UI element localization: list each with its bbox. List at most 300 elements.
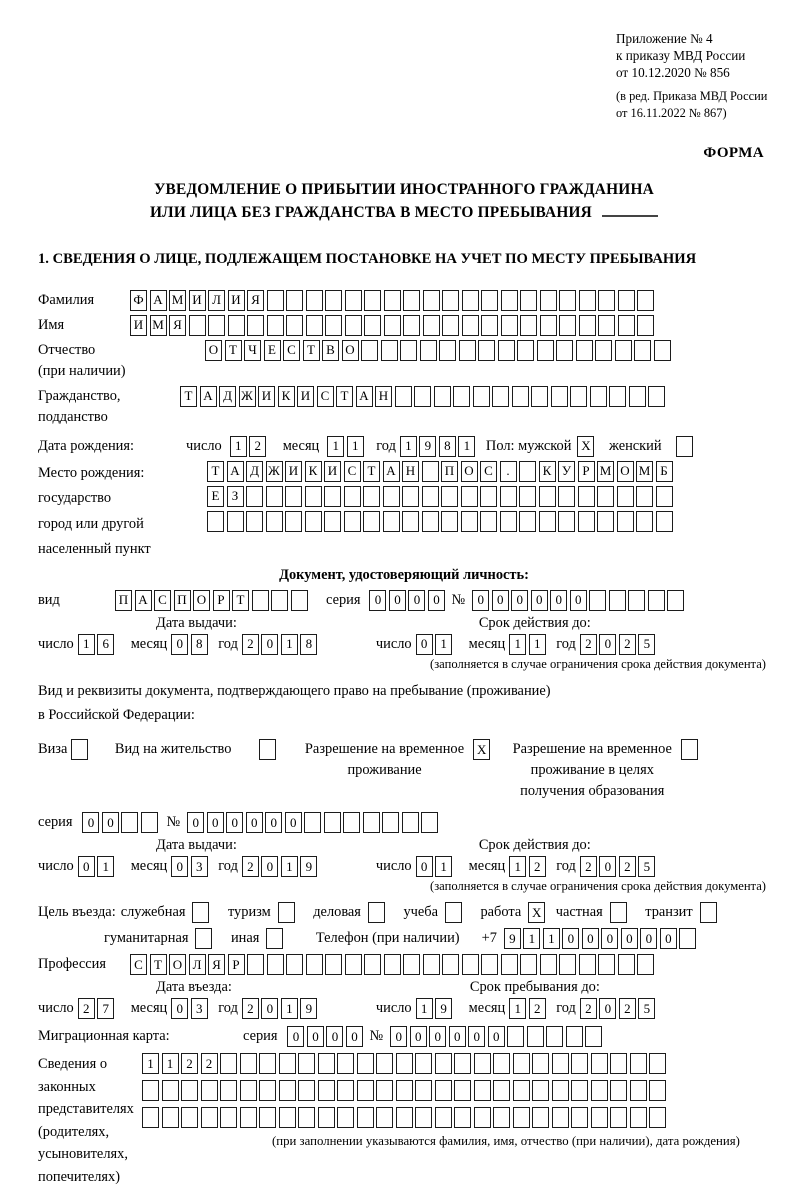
char-cell[interactable]	[306, 315, 323, 336]
char-cell[interactable]	[318, 1107, 335, 1128]
char-cell[interactable]	[381, 340, 398, 361]
char-cell[interactable]: И	[285, 461, 302, 482]
char-cell[interactable]: 0	[102, 812, 119, 833]
char-cell[interactable]: 0	[287, 1026, 304, 1047]
char-cell[interactable]	[142, 1107, 159, 1128]
char-cell[interactable]	[474, 1080, 491, 1101]
char-cell[interactable]: 0	[261, 856, 278, 877]
char-cell[interactable]	[480, 511, 497, 532]
char-cell[interactable]: П	[441, 461, 458, 482]
char-cell[interactable]: Л	[208, 290, 225, 311]
char-cell[interactable]	[220, 1107, 237, 1128]
char-cell[interactable]	[461, 511, 478, 532]
char-cell[interactable]	[578, 486, 595, 507]
char-cell[interactable]	[357, 1107, 374, 1128]
char-cell[interactable]	[520, 954, 537, 975]
char-cell[interactable]	[618, 315, 635, 336]
char-cell[interactable]	[420, 340, 437, 361]
char-cell[interactable]	[630, 1107, 647, 1128]
char-cell[interactable]: 0	[621, 928, 638, 949]
char-cell[interactable]: 0	[472, 590, 489, 611]
char-cell[interactable]	[610, 1053, 627, 1074]
char-cell[interactable]	[325, 954, 342, 975]
char-cell[interactable]: 0	[369, 590, 386, 611]
char-cell[interactable]	[579, 290, 596, 311]
char-cell[interactable]	[537, 340, 554, 361]
char-cell[interactable]: 0	[285, 812, 302, 833]
char-cell[interactable]: Я	[247, 290, 264, 311]
char-cell[interactable]	[259, 1080, 276, 1101]
char-cell[interactable]: Б	[656, 461, 673, 482]
char-cell[interactable]	[519, 486, 536, 507]
char-cell[interactable]	[500, 511, 517, 532]
char-cell[interactable]: П	[174, 590, 191, 611]
char-cell[interactable]	[298, 1080, 315, 1101]
char-cell[interactable]: Т	[225, 340, 242, 361]
char-cell[interactable]	[481, 954, 498, 975]
char-cell[interactable]	[571, 1107, 588, 1128]
char-cell[interactable]: И	[228, 290, 245, 311]
char-cell[interactable]	[540, 290, 557, 311]
char-cell[interactable]	[636, 486, 653, 507]
char-cell[interactable]	[291, 590, 308, 611]
char-cell[interactable]	[513, 1107, 530, 1128]
temp-residence-checkbox[interactable]	[473, 739, 493, 760]
char-cell[interactable]	[227, 511, 244, 532]
char-cell[interactable]	[305, 486, 322, 507]
char-cell[interactable]: С	[130, 954, 147, 975]
char-cell[interactable]	[240, 1107, 257, 1128]
char-cell[interactable]	[435, 1107, 452, 1128]
char-cell[interactable]: 0	[601, 928, 618, 949]
char-cell[interactable]: А	[383, 461, 400, 482]
char-cell[interactable]: 1	[435, 634, 452, 655]
char-cell[interactable]: 0	[226, 812, 243, 833]
char-cell[interactable]	[278, 902, 295, 923]
char-cell[interactable]: 0	[599, 856, 616, 877]
char-cell[interactable]	[442, 290, 459, 311]
char-cell[interactable]	[324, 812, 341, 833]
char-cell[interactable]: О	[617, 461, 634, 482]
char-cell[interactable]	[540, 954, 557, 975]
char-cell[interactable]	[337, 1053, 354, 1074]
char-cell[interactable]: 0	[410, 1026, 427, 1047]
char-cell[interactable]	[403, 954, 420, 975]
char-cell[interactable]	[345, 954, 362, 975]
char-cell[interactable]: Я	[169, 315, 186, 336]
char-cell[interactable]	[422, 486, 439, 507]
char-cell[interactable]: 0	[326, 1026, 343, 1047]
char-cell[interactable]	[442, 315, 459, 336]
char-cell[interactable]	[519, 461, 536, 482]
char-cell[interactable]: 0	[187, 812, 204, 833]
char-cell[interactable]	[376, 1053, 393, 1074]
char-cell[interactable]	[700, 902, 717, 923]
char-cell[interactable]: 5	[638, 998, 655, 1019]
char-cell[interactable]	[304, 812, 321, 833]
char-cell[interactable]	[595, 340, 612, 361]
char-cell[interactable]	[121, 812, 138, 833]
char-cell[interactable]: 0	[207, 812, 224, 833]
char-cell[interactable]: Р	[228, 954, 245, 975]
char-cell[interactable]	[500, 486, 517, 507]
char-cell[interactable]: О	[193, 590, 210, 611]
char-cell[interactable]	[649, 1107, 666, 1128]
char-cell[interactable]	[396, 1053, 413, 1074]
char-cell[interactable]: 9	[300, 856, 317, 877]
char-cell[interactable]	[610, 902, 627, 923]
char-cell[interactable]: О	[169, 954, 186, 975]
char-cell[interactable]: А	[356, 386, 373, 407]
char-cell[interactable]	[415, 1053, 432, 1074]
char-cell[interactable]: 1	[281, 998, 298, 1019]
char-cell[interactable]	[441, 511, 458, 532]
char-cell[interactable]: Ф	[130, 290, 147, 311]
char-cell[interactable]: 2	[580, 998, 597, 1019]
char-cell[interactable]	[501, 315, 518, 336]
char-cell[interactable]: 0	[449, 1026, 466, 1047]
char-cell[interactable]: 0	[492, 590, 509, 611]
char-cell[interactable]: А	[150, 290, 167, 311]
char-cell[interactable]: 0	[261, 998, 278, 1019]
char-cell[interactable]	[414, 386, 431, 407]
char-cell[interactable]	[189, 315, 206, 336]
char-cell[interactable]: 8	[191, 634, 208, 655]
char-cell[interactable]: С	[480, 461, 497, 482]
char-cell[interactable]	[442, 954, 459, 975]
char-cell[interactable]	[532, 1053, 549, 1074]
char-cell[interactable]: 1	[523, 928, 540, 949]
char-cell[interactable]	[462, 315, 479, 336]
char-cell[interactable]	[422, 511, 439, 532]
char-cell[interactable]: Ж	[266, 461, 283, 482]
char-cell[interactable]	[344, 511, 361, 532]
char-cell[interactable]	[656, 511, 673, 532]
char-cell[interactable]	[201, 1107, 218, 1128]
char-cell[interactable]	[357, 1053, 374, 1074]
char-cell[interactable]	[461, 486, 478, 507]
char-cell[interactable]: 1	[529, 634, 546, 655]
char-cell[interactable]	[571, 1080, 588, 1101]
char-cell[interactable]	[492, 386, 509, 407]
char-cell[interactable]: 5	[638, 856, 655, 877]
char-cell[interactable]: 1	[435, 856, 452, 877]
char-cell[interactable]	[454, 1107, 471, 1128]
char-cell[interactable]: 1	[543, 928, 560, 949]
char-cell[interactable]	[267, 315, 284, 336]
char-cell[interactable]	[637, 290, 654, 311]
char-cell[interactable]	[439, 340, 456, 361]
purpose-business-checkbox[interactable]	[368, 902, 388, 923]
char-cell[interactable]: Д	[246, 461, 263, 482]
char-cell[interactable]	[259, 1053, 276, 1074]
char-cell[interactable]: М	[150, 315, 167, 336]
char-cell[interactable]	[462, 290, 479, 311]
char-cell[interactable]: М	[169, 290, 186, 311]
char-cell[interactable]: 9	[300, 998, 317, 1019]
char-cell[interactable]	[344, 486, 361, 507]
char-cell[interactable]	[617, 486, 634, 507]
char-cell[interactable]: И	[189, 290, 206, 311]
char-cell[interactable]	[609, 590, 626, 611]
char-cell[interactable]: А	[135, 590, 152, 611]
char-cell[interactable]	[423, 290, 440, 311]
char-cell[interactable]	[566, 1026, 583, 1047]
char-cell[interactable]: 0	[307, 1026, 324, 1047]
char-cell[interactable]: 0	[640, 928, 657, 949]
char-cell[interactable]	[681, 739, 698, 760]
char-cell[interactable]	[220, 1053, 237, 1074]
char-cell[interactable]: 8	[300, 634, 317, 655]
char-cell[interactable]	[71, 739, 88, 760]
purpose-private-checkbox[interactable]	[610, 902, 630, 923]
char-cell[interactable]	[513, 1080, 530, 1101]
char-cell[interactable]	[267, 290, 284, 311]
char-cell[interactable]: 3	[191, 998, 208, 1019]
char-cell[interactable]	[559, 315, 576, 336]
char-cell[interactable]: 2	[529, 998, 546, 1019]
char-cell[interactable]: 0	[570, 590, 587, 611]
char-cell[interactable]	[590, 386, 607, 407]
char-cell[interactable]: 2	[242, 634, 259, 655]
char-cell[interactable]: И	[258, 386, 275, 407]
char-cell[interactable]	[415, 1107, 432, 1128]
char-cell[interactable]	[345, 315, 362, 336]
char-cell[interactable]: Я	[208, 954, 225, 975]
char-cell[interactable]: 0	[599, 634, 616, 655]
char-cell[interactable]	[507, 1026, 524, 1047]
char-cell[interactable]	[286, 290, 303, 311]
char-cell[interactable]: 0	[261, 634, 278, 655]
char-cell[interactable]: О	[461, 461, 478, 482]
char-cell[interactable]: 0	[582, 928, 599, 949]
char-cell[interactable]: .	[500, 461, 517, 482]
char-cell[interactable]	[345, 290, 362, 311]
char-cell[interactable]: 1	[97, 856, 114, 877]
purpose-study-checkbox[interactable]	[445, 902, 465, 923]
char-cell[interactable]: 1	[458, 436, 475, 457]
char-cell[interactable]	[679, 928, 696, 949]
char-cell[interactable]	[598, 315, 615, 336]
char-cell[interactable]: 5	[638, 634, 655, 655]
char-cell[interactable]	[252, 590, 269, 611]
char-cell[interactable]: Т	[150, 954, 167, 975]
char-cell[interactable]	[395, 386, 412, 407]
char-cell[interactable]	[513, 1053, 530, 1074]
char-cell[interactable]	[246, 511, 263, 532]
char-cell[interactable]	[628, 590, 645, 611]
char-cell[interactable]: 1	[142, 1053, 159, 1074]
char-cell[interactable]	[474, 1107, 491, 1128]
char-cell[interactable]: Л	[189, 954, 206, 975]
char-cell[interactable]	[383, 486, 400, 507]
char-cell[interactable]: Т	[207, 461, 224, 482]
purpose-tourism-checkbox[interactable]	[278, 902, 298, 923]
char-cell[interactable]	[286, 954, 303, 975]
char-cell[interactable]	[279, 1053, 296, 1074]
char-cell[interactable]	[478, 340, 495, 361]
char-cell[interactable]: 1	[327, 436, 344, 457]
char-cell[interactable]	[271, 590, 288, 611]
char-cell[interactable]	[142, 1080, 159, 1101]
char-cell[interactable]: О	[342, 340, 359, 361]
char-cell[interactable]: Е	[207, 486, 224, 507]
char-cell[interactable]: 0	[78, 856, 95, 877]
char-cell[interactable]	[383, 511, 400, 532]
char-cell[interactable]	[610, 1080, 627, 1101]
char-cell[interactable]: 0	[468, 1026, 485, 1047]
char-cell[interactable]	[325, 290, 342, 311]
char-cell[interactable]	[208, 315, 225, 336]
char-cell[interactable]: 9	[435, 998, 452, 1019]
char-cell[interactable]	[585, 1026, 602, 1047]
char-cell[interactable]: 0	[660, 928, 677, 949]
char-cell[interactable]: 0	[82, 812, 99, 833]
char-cell[interactable]	[162, 1107, 179, 1128]
char-cell[interactable]: С	[317, 386, 334, 407]
char-cell[interactable]	[396, 1080, 413, 1101]
char-cell[interactable]: И	[297, 386, 314, 407]
char-cell[interactable]: 2	[78, 998, 95, 1019]
char-cell[interactable]	[453, 386, 470, 407]
char-cell[interactable]	[423, 315, 440, 336]
char-cell[interactable]	[384, 290, 401, 311]
char-cell[interactable]: 8	[439, 436, 456, 457]
char-cell[interactable]	[337, 1107, 354, 1128]
char-cell[interactable]	[552, 1107, 569, 1128]
char-cell[interactable]: М	[636, 461, 653, 482]
purpose-other-checkbox[interactable]	[266, 928, 286, 949]
char-cell[interactable]	[240, 1053, 257, 1074]
char-cell[interactable]	[591, 1053, 608, 1074]
char-cell[interactable]	[551, 386, 568, 407]
purpose-work-checkbox[interactable]	[528, 902, 548, 923]
char-cell[interactable]: 1	[281, 856, 298, 877]
char-cell[interactable]	[403, 315, 420, 336]
char-cell[interactable]	[306, 954, 323, 975]
char-cell[interactable]	[630, 1053, 647, 1074]
char-cell[interactable]: Р	[578, 461, 595, 482]
char-cell[interactable]	[441, 486, 458, 507]
char-cell[interactable]: С	[344, 461, 361, 482]
char-cell[interactable]: 0	[599, 998, 616, 1019]
char-cell[interactable]	[357, 1080, 374, 1101]
char-cell[interactable]: Т	[232, 590, 249, 611]
char-cell[interactable]	[501, 954, 518, 975]
char-cell[interactable]	[220, 1080, 237, 1101]
char-cell[interactable]	[207, 511, 224, 532]
char-cell[interactable]: 0	[265, 812, 282, 833]
char-cell[interactable]	[201, 1080, 218, 1101]
char-cell[interactable]: 7	[97, 998, 114, 1019]
char-cell[interactable]	[240, 1080, 257, 1101]
purpose-humanitarian-checkbox[interactable]	[195, 928, 215, 949]
char-cell[interactable]	[266, 486, 283, 507]
char-cell[interactable]	[498, 340, 515, 361]
char-cell[interactable]	[325, 315, 342, 336]
char-cell[interactable]	[552, 1080, 569, 1101]
char-cell[interactable]	[337, 1080, 354, 1101]
char-cell[interactable]	[493, 1080, 510, 1101]
char-cell[interactable]	[481, 315, 498, 336]
char-cell[interactable]	[609, 386, 626, 407]
char-cell[interactable]: М	[597, 461, 614, 482]
char-cell[interactable]	[618, 290, 635, 311]
char-cell[interactable]	[501, 290, 518, 311]
char-cell[interactable]	[228, 315, 245, 336]
char-cell[interactable]	[343, 812, 360, 833]
char-cell[interactable]	[363, 812, 380, 833]
char-cell[interactable]: И	[130, 315, 147, 336]
char-cell[interactable]	[546, 1026, 563, 1047]
char-cell[interactable]: 1	[281, 634, 298, 655]
char-cell[interactable]	[634, 340, 651, 361]
char-cell[interactable]	[306, 290, 323, 311]
char-cell[interactable]: Т	[363, 461, 380, 482]
char-cell[interactable]	[571, 1053, 588, 1074]
char-cell[interactable]: Ж	[239, 386, 256, 407]
char-cell[interactable]	[181, 1080, 198, 1101]
char-cell[interactable]: 9	[504, 928, 521, 949]
char-cell[interactable]: Т	[336, 386, 353, 407]
char-cell[interactable]: 1	[230, 436, 247, 457]
char-cell[interactable]	[578, 511, 595, 532]
char-cell[interactable]	[598, 290, 615, 311]
char-cell[interactable]: 0	[429, 1026, 446, 1047]
char-cell[interactable]	[298, 1107, 315, 1128]
char-cell[interactable]	[368, 902, 385, 923]
char-cell[interactable]: 0	[389, 590, 406, 611]
char-cell[interactable]	[512, 386, 529, 407]
visa-checkbox[interactable]	[71, 739, 91, 760]
char-cell[interactable]: 0	[246, 812, 263, 833]
char-cell[interactable]	[591, 1080, 608, 1101]
char-cell[interactable]: 0	[531, 590, 548, 611]
char-cell[interactable]	[279, 1080, 296, 1101]
char-cell[interactable]: 2	[242, 998, 259, 1019]
char-cell[interactable]	[361, 340, 378, 361]
char-cell[interactable]	[559, 290, 576, 311]
char-cell[interactable]	[285, 511, 302, 532]
char-cell[interactable]: 2	[529, 856, 546, 877]
char-cell[interactable]: 6	[97, 634, 114, 655]
char-cell[interactable]	[402, 812, 419, 833]
char-cell[interactable]	[539, 511, 556, 532]
char-cell[interactable]: Е	[264, 340, 281, 361]
char-cell[interactable]	[520, 290, 537, 311]
char-cell[interactable]: X	[528, 902, 545, 923]
char-cell[interactable]: 0	[390, 1026, 407, 1047]
char-cell[interactable]: 0	[488, 1026, 505, 1047]
char-cell[interactable]	[654, 340, 671, 361]
char-cell[interactable]	[519, 511, 536, 532]
char-cell[interactable]	[552, 1053, 569, 1074]
char-cell[interactable]: 2	[619, 634, 636, 655]
char-cell[interactable]	[384, 315, 401, 336]
char-cell[interactable]	[493, 1107, 510, 1128]
char-cell[interactable]: 0	[408, 590, 425, 611]
char-cell[interactable]	[598, 954, 615, 975]
char-cell[interactable]	[459, 340, 476, 361]
char-cell[interactable]: З	[227, 486, 244, 507]
char-cell[interactable]: Т	[180, 386, 197, 407]
char-cell[interactable]	[558, 511, 575, 532]
char-cell[interactable]	[462, 954, 479, 975]
char-cell[interactable]	[629, 386, 646, 407]
char-cell[interactable]: 0	[550, 590, 567, 611]
char-cell[interactable]: А	[227, 461, 244, 482]
char-cell[interactable]	[597, 511, 614, 532]
